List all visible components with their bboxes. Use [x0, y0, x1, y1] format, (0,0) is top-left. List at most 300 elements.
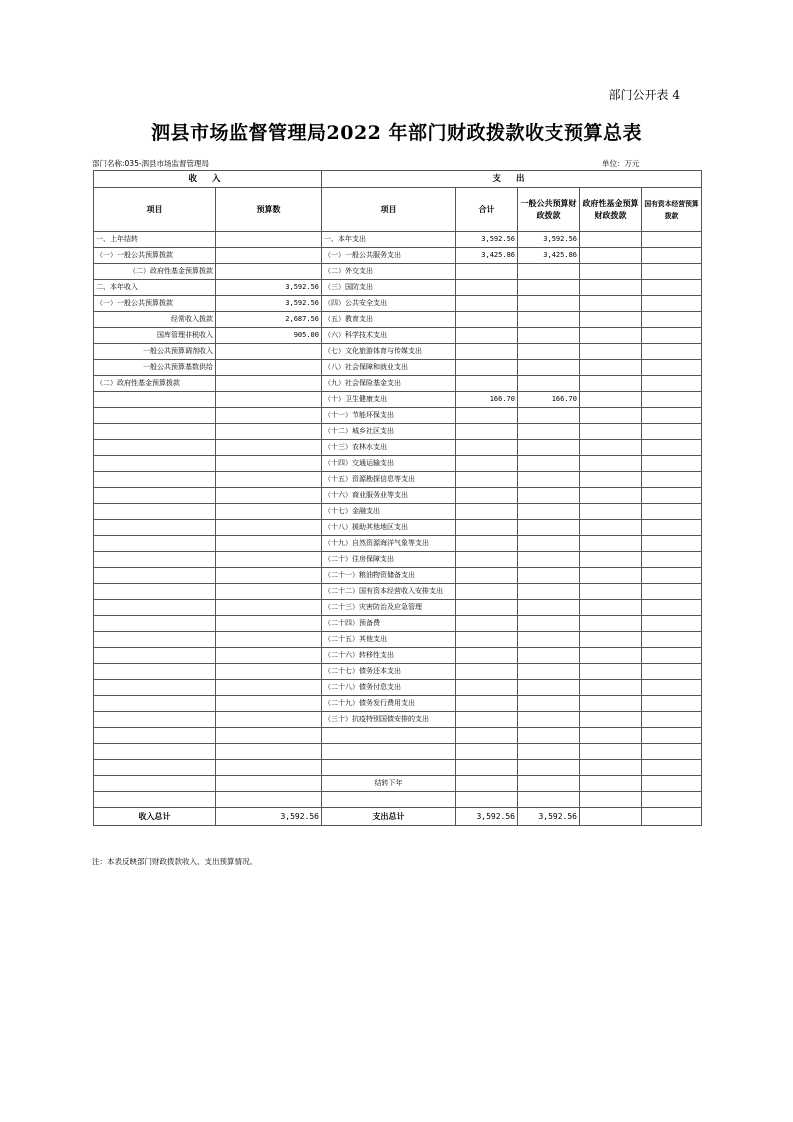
expense-item-cell: （二十八）债务付息支出 — [322, 680, 456, 696]
expense-item-cell: 一、本年支出 — [322, 232, 456, 248]
table-row — [94, 392, 702, 408]
income-amount-cell — [216, 504, 322, 520]
state-capital-cell — [642, 584, 702, 600]
table-row — [94, 632, 702, 648]
general-budget-cell — [518, 552, 580, 568]
state-capital-cell — [642, 776, 702, 792]
expense-total-cell — [456, 632, 518, 648]
gov-fund-cell — [580, 232, 642, 248]
gov-fund-cell — [580, 296, 642, 312]
gov-fund-cell — [580, 360, 642, 376]
income-item-cell — [94, 392, 216, 408]
column-header-row — [94, 188, 702, 232]
income-item-cell — [94, 680, 216, 696]
income-amount-cell — [216, 632, 322, 648]
expense-item-cell: （四）公共安全支出 — [322, 296, 456, 312]
expense-total-amount: 3,592.56 — [456, 808, 518, 826]
gov-fund-cell — [580, 616, 642, 632]
table-row — [94, 648, 702, 664]
table-row — [94, 488, 702, 504]
income-amount-cell — [216, 728, 322, 744]
state-capital-cell — [642, 456, 702, 472]
state-capital-cell — [642, 520, 702, 536]
state-capital-cell — [642, 792, 702, 808]
income-item-cell — [94, 728, 216, 744]
general-budget-cell — [518, 408, 580, 424]
state-capital-cell — [642, 680, 702, 696]
expense-total-cell — [456, 584, 518, 600]
gov-fund-cell — [580, 312, 642, 328]
income-item-cell: （一）一般公共预算拨款 — [94, 248, 216, 264]
gov-fund-cell — [580, 536, 642, 552]
table-row — [94, 696, 702, 712]
income-total-amount: 3,592.56 — [216, 808, 322, 826]
expense-item-cell: （三）国防支出 — [322, 280, 456, 296]
income-amount-cell — [216, 776, 322, 792]
budget-table — [93, 170, 702, 826]
expense-item-cell — [322, 728, 456, 744]
table-row — [94, 328, 702, 344]
state-capital-cell — [642, 360, 702, 376]
expense-item-cell: （七）文化旅游体育与传媒支出 — [322, 344, 456, 360]
expense-total-cell — [456, 760, 518, 776]
expense-item-cell: （二十五）其他支出 — [322, 632, 456, 648]
state-capital-cell — [642, 728, 702, 744]
gov-fund-cell — [580, 424, 642, 440]
table-row — [94, 712, 702, 728]
general-budget-cell — [518, 536, 580, 552]
income-amount-cell — [216, 344, 322, 360]
gov-fund-cell — [580, 408, 642, 424]
col-expense-item: 项目 — [322, 188, 456, 232]
expense-total-cell — [456, 472, 518, 488]
general-budget-cell — [518, 568, 580, 584]
gov-fund-cell — [580, 680, 642, 696]
income-amount-cell: 2,687.56 — [216, 312, 322, 328]
income-amount-cell — [216, 616, 322, 632]
income-item-cell — [94, 488, 216, 504]
state-capital-cell — [642, 648, 702, 664]
expense-general-total: 3,592.56 — [518, 808, 580, 826]
income-item-cell — [94, 664, 216, 680]
expense-total-cell — [456, 408, 518, 424]
expense-total-cell — [456, 664, 518, 680]
general-budget-cell — [518, 760, 580, 776]
table-row — [94, 280, 702, 296]
state-capital-cell — [642, 536, 702, 552]
table-row — [94, 376, 702, 392]
department-name: 部门名称:035-泗县市场监督管理局 — [92, 159, 210, 168]
general-budget-cell — [518, 264, 580, 280]
expense-item-cell — [322, 760, 456, 776]
expense-item-cell: （二）外交支出 — [322, 264, 456, 280]
table-row — [94, 424, 702, 440]
general-budget-cell — [518, 520, 580, 536]
expense-item-cell: （二十六）转移性支出 — [322, 648, 456, 664]
general-budget-cell: 3,592.56 — [518, 232, 580, 248]
expense-item-cell: （十）卫生健康支出 — [322, 392, 456, 408]
gov-fund-cell — [580, 600, 642, 616]
table-row — [94, 600, 702, 616]
income-amount-cell — [216, 536, 322, 552]
expense-total-cell — [456, 296, 518, 312]
income-item-cell — [94, 568, 216, 584]
table-row — [94, 264, 702, 280]
expense-total-cell — [456, 360, 518, 376]
gov-fund-cell — [580, 440, 642, 456]
income-amount-cell — [216, 472, 322, 488]
table-row — [94, 408, 702, 424]
expense-item-cell: （二十七）债务还本支出 — [322, 664, 456, 680]
gov-fund-cell — [580, 344, 642, 360]
state-capital-cell — [642, 488, 702, 504]
gov-fund-cell — [580, 664, 642, 680]
state-capital-cell — [642, 600, 702, 616]
general-budget-cell — [518, 648, 580, 664]
income-item-cell — [94, 632, 216, 648]
state-capital-cell — [642, 328, 702, 344]
table-row — [94, 728, 702, 744]
income-amount-cell: 3,592.56 — [216, 296, 322, 312]
state-capital-cell — [642, 632, 702, 648]
gov-fund-cell — [580, 392, 642, 408]
expense-item-cell: （十九）自然资源海洋气象等支出 — [322, 536, 456, 552]
income-item-cell: （二）政府性基金预算拨款 — [94, 264, 216, 280]
income-item-cell: 经常收入拨款 — [94, 312, 216, 328]
expense-item-cell: （十四）交通运输支出 — [322, 456, 456, 472]
table-row — [94, 584, 702, 600]
table-row — [94, 776, 702, 792]
gov-fund-cell — [580, 280, 642, 296]
gov-fund-cell — [580, 504, 642, 520]
expense-item-cell: （十一）节能环保支出 — [322, 408, 456, 424]
state-capital-cell — [642, 248, 702, 264]
general-budget-cell — [518, 632, 580, 648]
income-amount-cell — [216, 792, 322, 808]
expense-item-cell: （六）科学技术支出 — [322, 328, 456, 344]
table-number: 部门公开表 4 — [608, 88, 680, 102]
table-row — [94, 232, 702, 248]
col-general-budget: 一般公共预算财政拨款 — [518, 188, 580, 232]
gov-fund-cell — [580, 632, 642, 648]
income-item-cell: 一般公共预算基数供给 — [94, 360, 216, 376]
general-budget-cell — [518, 424, 580, 440]
gov-fund-cell — [580, 520, 642, 536]
general-budget-cell — [518, 584, 580, 600]
gov-fund-cell — [580, 792, 642, 808]
income-item-cell — [94, 520, 216, 536]
income-amount-cell — [216, 664, 322, 680]
table-row — [94, 568, 702, 584]
general-budget-cell — [518, 312, 580, 328]
income-item-cell: （一）一般公共预算拨款 — [94, 296, 216, 312]
income-item-cell — [94, 456, 216, 472]
expense-item-cell: （十五）资源勘探信息等支出 — [322, 472, 456, 488]
expense-total-cell — [456, 568, 518, 584]
gov-fund-cell — [580, 456, 642, 472]
income-amount-cell — [216, 392, 322, 408]
table-row — [94, 360, 702, 376]
table-row — [94, 248, 702, 264]
totals-row — [94, 808, 702, 826]
income-amount-cell — [216, 360, 322, 376]
state-capital-cell — [642, 280, 702, 296]
state-capital-cell — [642, 760, 702, 776]
state-capital-cell — [642, 424, 702, 440]
income-item-cell: （二）政府性基金预算拨款 — [94, 376, 216, 392]
general-budget-cell — [518, 728, 580, 744]
expense-item-cell: （二十九）债务发行费用支出 — [322, 696, 456, 712]
expense-total-cell — [456, 280, 518, 296]
expense-item-cell: （二十二）国有资本经营收入安排支出 — [322, 584, 456, 600]
income-amount-cell — [216, 424, 322, 440]
income-amount-cell — [216, 376, 322, 392]
expense-total-cell — [456, 328, 518, 344]
general-budget-cell: 166.70 — [518, 392, 580, 408]
state-capital-cell — [642, 504, 702, 520]
gov-fund-cell — [580, 552, 642, 568]
income-total-label: 收入总计 — [94, 808, 216, 826]
general-budget-cell — [518, 376, 580, 392]
expense-total-cell — [456, 312, 518, 328]
gov-fund-cell — [580, 376, 642, 392]
income-amount-cell — [216, 408, 322, 424]
state-capital-cell — [642, 568, 702, 584]
gov-fund-cell — [580, 568, 642, 584]
expense-total-cell: 3,592.56 — [456, 232, 518, 248]
income-amount-cell — [216, 232, 322, 248]
expense-item-cell: （二十）住房保障支出 — [322, 552, 456, 568]
general-budget-cell — [518, 600, 580, 616]
gov-fund-total — [580, 808, 642, 826]
expense-item-cell: （八）社会保障和就业支出 — [322, 360, 456, 376]
income-item-cell — [94, 552, 216, 568]
expense-total-cell — [456, 440, 518, 456]
income-item-cell — [94, 744, 216, 760]
expense-item-cell: （二十三）灾害防治及应急管理 — [322, 600, 456, 616]
table-row — [94, 552, 702, 568]
table-row — [94, 312, 702, 328]
table-row — [94, 296, 702, 312]
expense-item-cell: （二十四）预备费 — [322, 616, 456, 632]
expense-total-cell: 166.70 — [456, 392, 518, 408]
expense-total-cell — [456, 456, 518, 472]
income-amount-cell — [216, 584, 322, 600]
income-amount-cell — [216, 568, 322, 584]
general-budget-cell — [518, 472, 580, 488]
general-budget-cell — [518, 680, 580, 696]
general-budget-cell — [518, 328, 580, 344]
income-amount-cell — [216, 456, 322, 472]
expense-total-cell — [456, 600, 518, 616]
table-row — [94, 440, 702, 456]
state-capital-cell — [642, 344, 702, 360]
state-capital-cell — [642, 696, 702, 712]
state-capital-total — [642, 808, 702, 826]
gov-fund-cell — [580, 328, 642, 344]
gov-fund-cell — [580, 472, 642, 488]
income-item-cell — [94, 712, 216, 728]
income-amount-cell — [216, 440, 322, 456]
general-budget-cell — [518, 776, 580, 792]
state-capital-cell — [642, 552, 702, 568]
expense-total-cell — [456, 552, 518, 568]
general-budget-cell — [518, 344, 580, 360]
expense-item-cell: （九）社会保险基金支出 — [322, 376, 456, 392]
income-amount-cell — [216, 648, 322, 664]
gov-fund-cell — [580, 728, 642, 744]
state-capital-cell — [642, 712, 702, 728]
expense-item-cell: （十七）金融支出 — [322, 504, 456, 520]
expense-total-cell — [456, 696, 518, 712]
general-budget-cell — [518, 712, 580, 728]
table-row — [94, 664, 702, 680]
expense-total-cell — [456, 344, 518, 360]
income-item-cell — [94, 424, 216, 440]
income-item-cell — [94, 584, 216, 600]
income-amount-cell — [216, 248, 322, 264]
income-item-cell — [94, 696, 216, 712]
income-item-cell — [94, 504, 216, 520]
gov-fund-cell — [580, 648, 642, 664]
col-total: 合计 — [456, 188, 518, 232]
income-amount-cell — [216, 488, 322, 504]
table-row — [94, 456, 702, 472]
income-amount-cell — [216, 552, 322, 568]
state-capital-cell — [642, 616, 702, 632]
gov-fund-cell — [580, 264, 642, 280]
expense-item-cell: 结转下年 — [322, 776, 456, 792]
state-capital-cell — [642, 296, 702, 312]
income-section-header: 收 入 — [94, 171, 322, 188]
expense-item-cell: （十三）农林水支出 — [322, 440, 456, 456]
expense-total-cell — [456, 520, 518, 536]
general-budget-cell — [518, 696, 580, 712]
expense-item-cell: （一）一般公共服务支出 — [322, 248, 456, 264]
table-row — [94, 504, 702, 520]
income-item-cell — [94, 408, 216, 424]
income-amount-cell — [216, 520, 322, 536]
col-gov-fund: 政府性基金预算财政拨款 — [580, 188, 642, 232]
table-row — [94, 760, 702, 776]
gov-fund-cell — [580, 584, 642, 600]
gov-fund-cell — [580, 248, 642, 264]
income-amount-cell — [216, 760, 322, 776]
expense-item-cell: （五）教育支出 — [322, 312, 456, 328]
page-title: 泗县市场监督管理局2022 年部门财政拨款收支预算总表 — [151, 122, 642, 144]
income-amount-cell — [216, 680, 322, 696]
expense-item-cell: （二十一）粮油物资储备支出 — [322, 568, 456, 584]
section-header-row — [94, 171, 702, 188]
general-budget-cell — [518, 440, 580, 456]
table-row — [94, 536, 702, 552]
expense-item-cell: （十六）商业服务业等支出 — [322, 488, 456, 504]
income-item-cell — [94, 472, 216, 488]
state-capital-cell — [642, 472, 702, 488]
expense-total-cell — [456, 712, 518, 728]
income-item-cell — [94, 776, 216, 792]
table-row — [94, 616, 702, 632]
gov-fund-cell — [580, 744, 642, 760]
expense-item-cell — [322, 792, 456, 808]
income-item-cell: 二、本年收入 — [94, 280, 216, 296]
table-row — [94, 680, 702, 696]
general-budget-cell — [518, 296, 580, 312]
table-row — [94, 744, 702, 760]
state-capital-cell — [642, 376, 702, 392]
income-item-cell — [94, 760, 216, 776]
gov-fund-cell — [580, 776, 642, 792]
col-income-item: 项目 — [94, 188, 216, 232]
general-budget-cell — [518, 504, 580, 520]
state-capital-cell — [642, 440, 702, 456]
expense-total-cell — [456, 680, 518, 696]
income-item-cell — [94, 616, 216, 632]
general-budget-cell — [518, 360, 580, 376]
state-capital-cell — [642, 264, 702, 280]
expense-total-cell — [456, 504, 518, 520]
general-budget-cell — [518, 280, 580, 296]
expense-item-cell: （十二）城乡社区支出 — [322, 424, 456, 440]
col-state-capital: 国有资本经营预算拨款 — [642, 188, 702, 232]
footnote: 注：本表反映部门财政拨款收入、支出预算情况。 — [92, 857, 257, 866]
income-amount-cell — [216, 744, 322, 760]
income-item-cell — [94, 536, 216, 552]
gov-fund-cell — [580, 696, 642, 712]
expense-total-cell — [456, 728, 518, 744]
general-budget-cell: 3,425.86 — [518, 248, 580, 264]
income-amount-cell — [216, 696, 322, 712]
expense-total-cell — [456, 264, 518, 280]
expense-total-cell — [456, 488, 518, 504]
state-capital-cell — [642, 312, 702, 328]
general-budget-cell — [518, 616, 580, 632]
expense-total-cell — [456, 536, 518, 552]
income-amount-cell: 3,592.56 — [216, 280, 322, 296]
general-budget-cell — [518, 744, 580, 760]
expense-total-cell — [456, 376, 518, 392]
state-capital-cell — [642, 232, 702, 248]
table-row — [94, 472, 702, 488]
expense-total-cell — [456, 648, 518, 664]
state-capital-cell — [642, 744, 702, 760]
income-amount-cell: 905.00 — [216, 328, 322, 344]
expense-section-header: 支 出 — [322, 171, 702, 188]
income-amount-cell — [216, 600, 322, 616]
income-amount-cell — [216, 712, 322, 728]
expense-item-cell: （三十）抗疫特别国债安排的支出 — [322, 712, 456, 728]
table-row — [94, 344, 702, 360]
expense-total-cell — [456, 792, 518, 808]
expense-total-label: 支出总计 — [322, 808, 456, 826]
general-budget-cell — [518, 792, 580, 808]
income-item-cell: 国库管理非税收入 — [94, 328, 216, 344]
state-capital-cell — [642, 392, 702, 408]
income-amount-cell — [216, 264, 322, 280]
expense-item-cell: （十八）援助其他地区支出 — [322, 520, 456, 536]
expense-item-cell — [322, 744, 456, 760]
expense-total-cell — [456, 744, 518, 760]
gov-fund-cell — [580, 488, 642, 504]
unit-label: 单位：万元 — [602, 159, 640, 168]
income-item-cell: 一般公共预算调剂收入 — [94, 344, 216, 360]
expense-total-cell — [456, 776, 518, 792]
general-budget-cell — [518, 664, 580, 680]
general-budget-cell — [518, 456, 580, 472]
expense-total-cell — [456, 616, 518, 632]
state-capital-cell — [642, 408, 702, 424]
expense-total-cell — [456, 424, 518, 440]
